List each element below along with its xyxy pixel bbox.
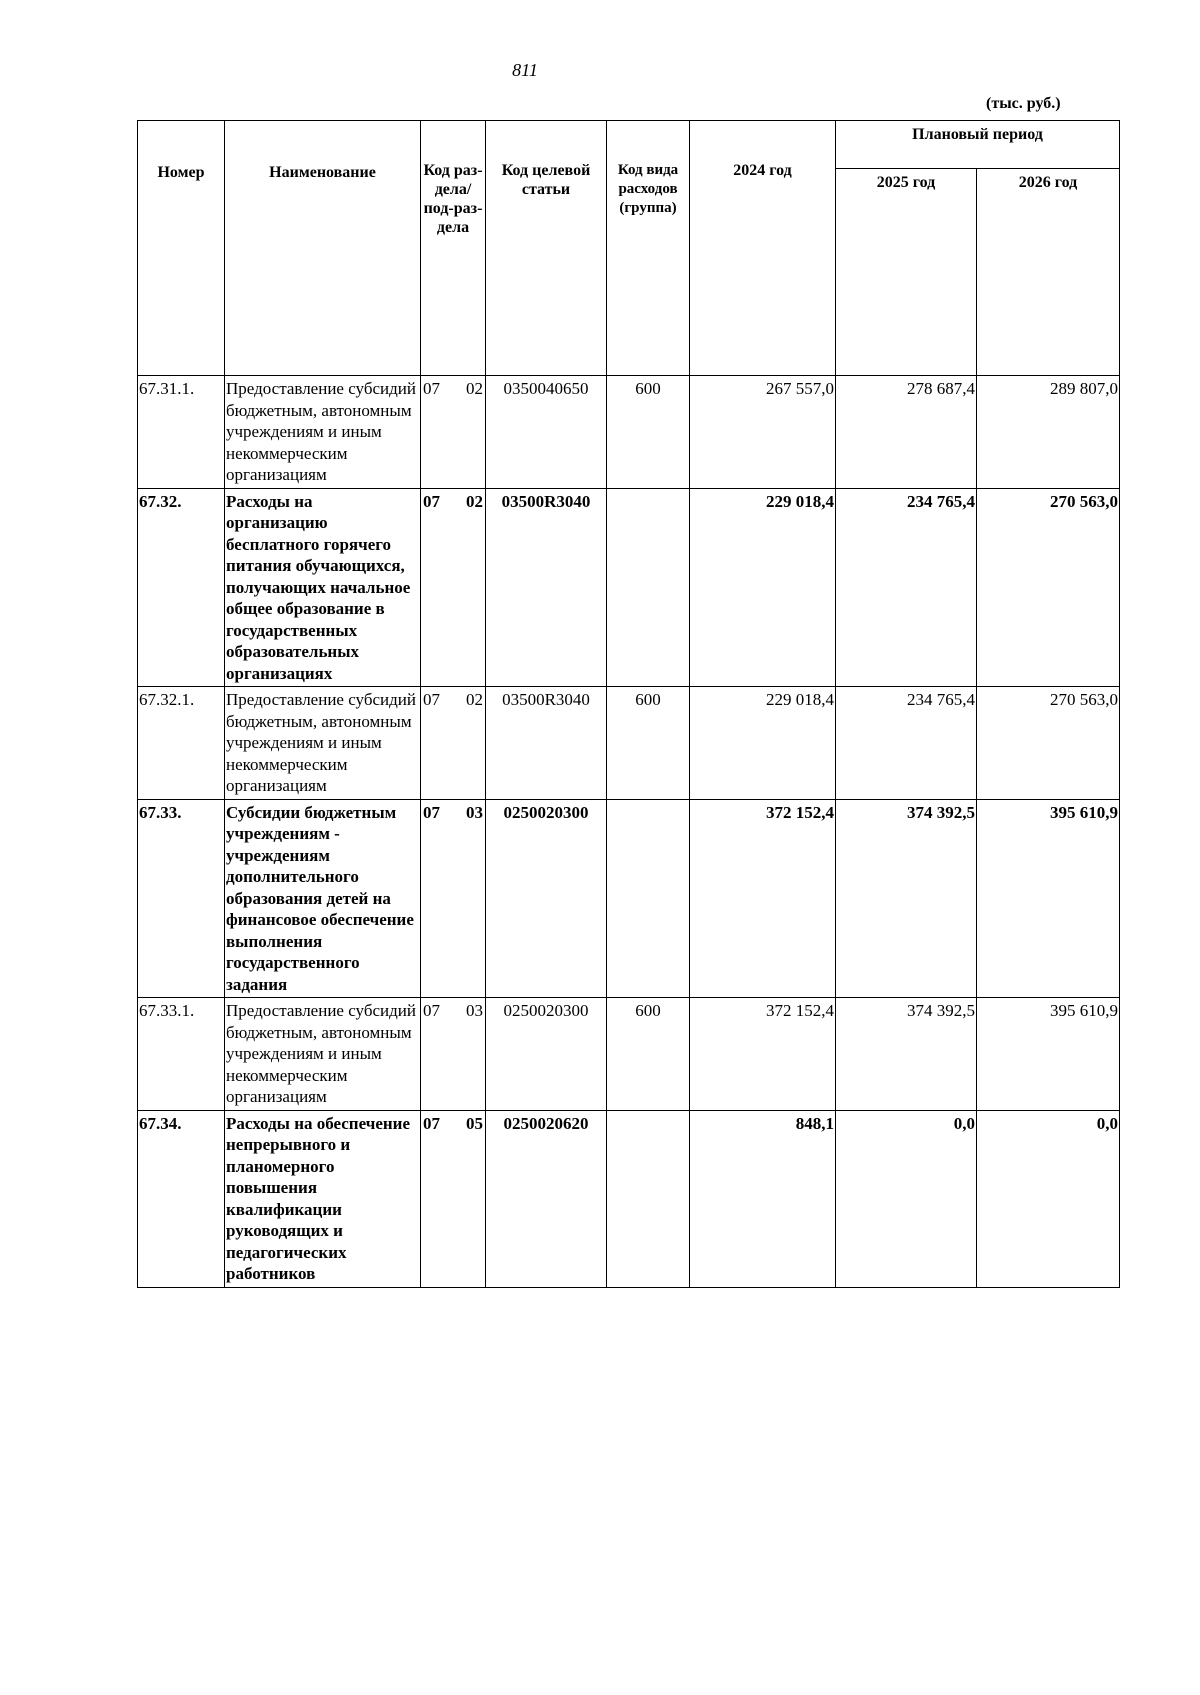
row-amount-2026: 0,0	[977, 1110, 1120, 1287]
row-name: Предоставление субсидий бюджетным, автономным учреждениям и иным некоммерческим организациям	[225, 998, 421, 1111]
table-row	[138, 687, 1120, 800]
row-kind-code	[607, 1110, 690, 1287]
row-name: Предоставление субсидий бюджетным, автономным учреждениям и иным некоммерческим организациям	[225, 687, 421, 800]
header-planned-period: Плановый период	[836, 121, 1120, 169]
row-amount-2026: 270 563,0	[977, 687, 1120, 800]
subsection-code: 02	[466, 379, 483, 398]
page-number: 811	[512, 60, 538, 80]
row-number: 67.34.	[138, 1110, 225, 1287]
row-amount-2026: 395 610,9	[977, 998, 1120, 1111]
row-article-code: 0250020300	[486, 799, 607, 998]
header-kind-code: Код вида расходов (группа)	[607, 121, 690, 376]
row-section-code	[421, 1110, 486, 1287]
header-row	[138, 121, 1120, 169]
row-kind-code: 600	[607, 998, 690, 1111]
row-amount-2025: 374 392,5	[836, 998, 977, 1111]
row-kind-code: 600	[607, 376, 690, 489]
row-section-code	[421, 799, 486, 998]
row-number: 67.32.	[138, 488, 225, 687]
row-article-code: 0250020620	[486, 1110, 607, 1287]
section-code: 07	[423, 802, 440, 822]
row-amount-2025: 234 765,4	[836, 687, 977, 800]
row-amount-2026: 270 563,0	[977, 488, 1120, 687]
budget-table	[137, 120, 1120, 1288]
row-name: Субсидии бюджетным учреждениям - учреждениям дополнительного образования детей на финансовое обеспечение выполнения государственного задания	[225, 799, 421, 998]
section-code: 07	[423, 491, 440, 511]
row-name: Расходы на обеспечение непрерывного и планомерного повышения квалификации руководящих и педагогических работников	[225, 1110, 421, 1287]
row-kind-code	[607, 799, 690, 998]
section-code: 07	[423, 690, 440, 709]
header-year-2026: 2026 год	[977, 168, 1120, 375]
table-row	[138, 488, 1120, 687]
section-code: 07	[423, 1001, 440, 1020]
row-amount-2026: 395 610,9	[977, 799, 1120, 998]
row-section-code	[421, 488, 486, 687]
row-amount-2024: 229 018,4	[690, 488, 836, 687]
table-row	[138, 799, 1120, 998]
header-number: Номер	[138, 121, 225, 376]
table-row	[138, 998, 1120, 1111]
subsection-code: 03	[466, 802, 483, 822]
row-section-code	[421, 376, 486, 489]
row-amount-2026: 289 807,0	[977, 376, 1120, 489]
row-number: 67.33.	[138, 799, 225, 998]
section-code: 07	[423, 1113, 440, 1133]
row-number: 67.32.1.	[138, 687, 225, 800]
row-number: 67.31.1.	[138, 376, 225, 489]
header-section-code: Код раз-дела/ под-раз-дела	[421, 121, 486, 376]
row-amount-2024: 372 152,4	[690, 799, 836, 998]
row-article-code: 03500R3040	[486, 488, 607, 687]
row-article-code: 03500R3040	[486, 687, 607, 800]
subsection-code: 03	[466, 1001, 483, 1020]
row-kind-code	[607, 488, 690, 687]
table-row	[138, 376, 1120, 489]
header-name: Наименование	[225, 121, 421, 376]
subsection-code: 02	[466, 491, 483, 511]
row-section-code	[421, 998, 486, 1111]
row-amount-2024: 848,1	[690, 1110, 836, 1287]
row-name: Предоставление субсидий бюджетным, автономным учреждениям и иным некоммерческим организациям	[225, 376, 421, 489]
header-year-2024: 2024 год	[690, 121, 836, 376]
row-amount-2025: 0,0	[836, 1110, 977, 1287]
header-year-2025: 2025 год	[836, 168, 977, 375]
table-body	[138, 376, 1120, 1288]
row-article-code: 0350040650	[486, 376, 607, 489]
subsection-code: 05	[466, 1113, 483, 1133]
subsection-code: 02	[466, 690, 483, 709]
row-number: 67.33.1.	[138, 998, 225, 1111]
row-article-code: 0250020300	[486, 998, 607, 1111]
units-label: (тыс. руб.)	[986, 95, 1061, 112]
row-amount-2025: 234 765,4	[836, 488, 977, 687]
row-kind-code: 600	[607, 687, 690, 800]
row-amount-2025: 278 687,4	[836, 376, 977, 489]
row-section-code	[421, 687, 486, 800]
row-amount-2024: 267 557,0	[690, 376, 836, 489]
row-name: Расходы на организацию бесплатного горячего питания обучающихся, получающих начальное общее образование в государственных образовательных организациях	[225, 488, 421, 687]
row-amount-2025: 374 392,5	[836, 799, 977, 998]
row-amount-2024: 372 152,4	[690, 998, 836, 1111]
row-amount-2024: 229 018,4	[690, 687, 836, 800]
header-article-code: Код целевой статьи	[486, 121, 607, 376]
section-code: 07	[423, 379, 440, 398]
table-row	[138, 1110, 1120, 1287]
